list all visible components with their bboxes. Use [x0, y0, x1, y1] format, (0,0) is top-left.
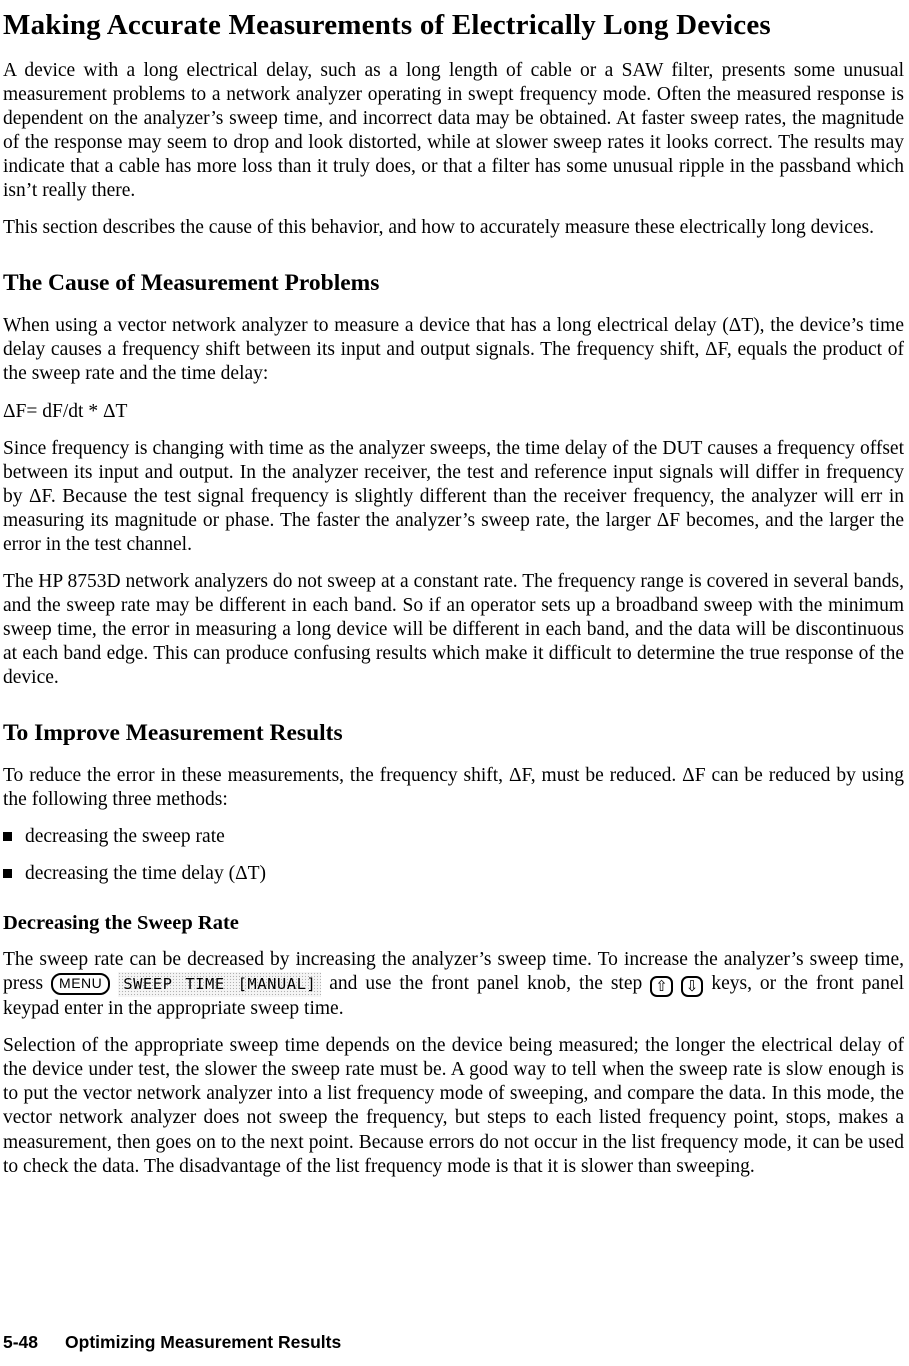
cause-paragraph-3: The HP 8753D network analyzers do not sweep at a constant rate. The frequency range is covered in several bands, and the sweep rate may be different in each band. So if an operator sets up a broadband sweep with the minimum sweep time, the error in measuring a long device will be different in each band, and the data will be discontinuous at each band edge. This can produce confusing results which make it difficult to determine the true response of the device. — [3, 570, 904, 689]
methods-list — [3, 825, 904, 886]
subsection-heading-sweep-rate: Decreasing the Sweep Rate — [3, 911, 239, 934]
bullet-square-icon — [3, 869, 12, 878]
sweep-paragraph-2: Selection of the appropriate sweep time depends on the device being measured; the longer the electrical delay of the device under test, the slower the sweep rate must be. A good way to tell when the sweep rate is slow enough is to put the vector network analyzer into a list frequency mode of sweeping, and compare the data. In this mode, the vector network analyzer does not sweep the frequency, but steps to each listed frequency point, stops, makes a measurement, then goes on to the next point. Because errors do not occur in the list frequency mode, it can be used to check the data. The disadvantage of the list frequency mode is that it is slower than sweeping. — [3, 1035, 904, 1177]
bullet-square-icon — [3, 832, 12, 841]
footer-chapter-title: Optimizing Measurement Results — [65, 1332, 342, 1353]
page-title: Making Accurate Measurements of Electrically Long Devices — [3, 9, 771, 41]
list-item-label: decreasing the sweep rate — [25, 826, 225, 848]
arrow-up-icon: ⇧ — [655, 977, 668, 996]
text-segment-after-keys: keys, or the front panel keypad enter in the appropriate sweep time. — [3, 973, 905, 1020]
softkey-sweep-time-manual: SWEEP TIME [MANUAL] — [118, 972, 321, 997]
step-down-key — [681, 976, 704, 997]
intro-paragraph-2: This section describes the cause of this behavior, and how to accurately measure these electrically long devices. — [3, 217, 874, 239]
text-segment-before-menu: The sweep rate can be decreased by increasing the analyzer’s sweep time. To increase the analyzer’s sweep time, press — [3, 949, 904, 995]
page-number: 5-48 — [3, 1332, 39, 1353]
list-item-label: decreasing the time delay (ΔT) — [25, 863, 267, 885]
list-item — [3, 862, 904, 886]
section-heading-cause: The Cause of Measurement Problems — [3, 270, 380, 297]
page-footer — [3, 1332, 341, 1354]
intro-paragraph-1: A device with a long electrical delay, such as a long length of cable or a SAW filter, presents some unusual measurement problems to a network analyzer operating in swept frequency mode. Often the measured response is dependent on the analyzer’s sweep time, and incorrect data may be obtained. At faster sweep rates, the magnitude of the response may seem to drop and look distorted, while at slower sweep rates it looks correct. The results may indicate that a cable has more loss than it truly does, or that a filter has some unusual ripple in the passband which isn’t really there. — [3, 59, 904, 202]
list-item — [3, 825, 904, 849]
menu-key: MENU — [51, 973, 110, 995]
sweep-paragraph-keys — [3, 948, 904, 1021]
improve-paragraph-1: To reduce the error in these measurements, the frequency shift, ΔF, must be reduced. ΔF can be reduced by using the following three methods: — [3, 765, 904, 811]
arrow-down-icon: ⇩ — [685, 977, 699, 996]
text-segment-after-softkey: and use the front panel knob, the step — [321, 973, 651, 995]
cause-paragraph-2: Since frequency is changing with time as the analyzer sweeps, the time delay of the DUT causes a frequency offset between its input and output. In the analyzer receiver, the test and reference input signals will differ in frequency by ΔF. Because the test signal frequency is slightly different than the receiver frequency, the analyzer will err in measuring its magnitude or phase. The faster the analyzer’s sweep rate, the larger ΔF becomes, and the larger the error in the test channel. — [3, 437, 904, 555]
step-up-key — [650, 976, 673, 997]
cause-paragraph-1: When using a vector network analyzer to measure a device that has a long electrical delay (ΔT), the device’s time delay causes a frequency shift between its input and output signals. The frequency shift, ΔF, equals the product of the sweep rate and the time delay: — [3, 315, 904, 385]
formula-frequency-shift: ΔF= dF/dt * ΔT — [3, 400, 128, 422]
section-heading-improve: To Improve Measurement Results — [3, 720, 343, 747]
